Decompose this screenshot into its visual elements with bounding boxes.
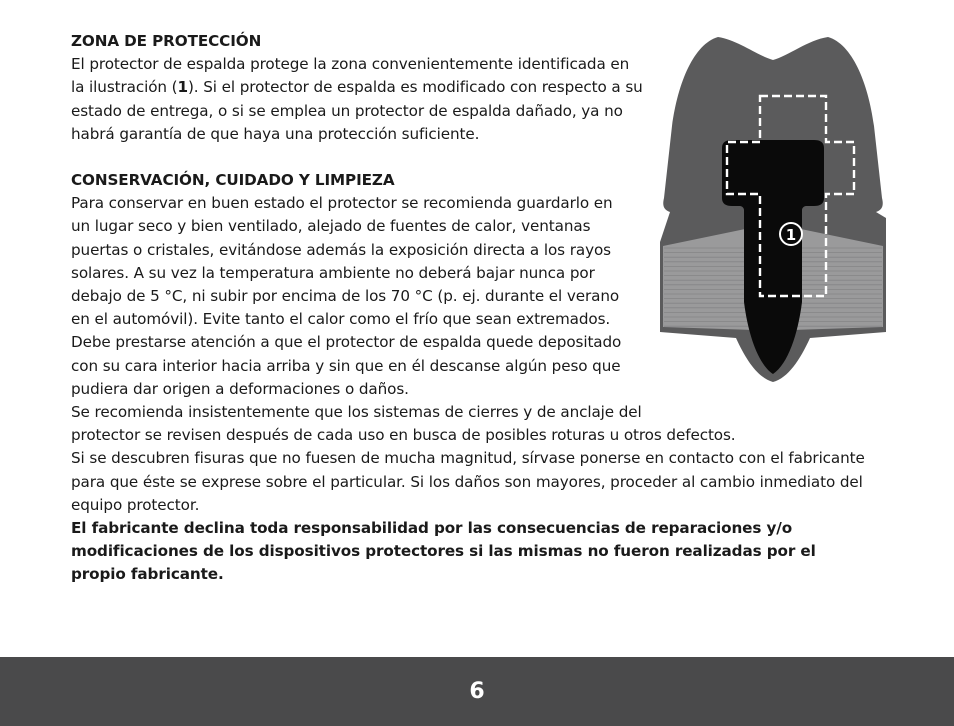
care-heading: CONSERVACIÓN, CUIDADO Y LIMPIEZA xyxy=(71,171,395,190)
protector-right-belt xyxy=(792,228,883,330)
disclaimer xyxy=(71,517,891,587)
disclaimer-line: modificaciones de los dispositivos protectores si las mismas no fueron realizadas por el xyxy=(71,542,816,561)
text-line: pudiera dar origen a deformaciones o daños. xyxy=(71,379,409,398)
text-line: El protector de espalda protege la zona convenientemente identificada en xyxy=(71,55,630,74)
text-line: solares. A su vez la temperatura ambiente no deberá bajar nunca por xyxy=(71,263,595,282)
text-line: debajo de 5 °C, ni subir por encima de los 70 °C (p. ej. durante el verano xyxy=(71,287,620,306)
text-line: para que éste se exprese sobre el particular. Si los daños son mayores, proceder al cambio inmediato del xyxy=(71,472,863,491)
text-line: habrá garantía de que haya una protección suficiente. xyxy=(71,124,480,143)
text-line: Si se descubren fisuras que no fuesen de mucha magnitud, sírvase ponerse en contacto con el fabricante xyxy=(71,449,865,468)
page-footer xyxy=(0,657,954,726)
text-line: Debe prestarse atención a que el protector de espalda quede depositado xyxy=(71,333,622,352)
text-line: Para conservar en buen estado el protector se recomienda guardarlo en xyxy=(71,194,613,213)
text-line xyxy=(71,76,655,99)
text-line: equipo protector. xyxy=(71,495,200,514)
back-protector-illustration xyxy=(660,34,886,384)
text-line: puertas o cristales, evitándose además la exposición directa a los rayos xyxy=(71,240,611,259)
zone-number-label: 1 xyxy=(785,226,797,244)
text-line: Se recomienda insistentemente que los sistemas de cierres y de anclaje del xyxy=(71,403,642,422)
text-line: en el automóvil). Evite tanto el calor como el frío que sean extremados. xyxy=(71,310,611,329)
text-line: con su cara interior hacia arriba y sin que en él descanse algún peso que xyxy=(71,356,621,375)
text-fragment: la ilustración ( xyxy=(71,78,178,97)
disclaimer-line: propio fabricante. xyxy=(71,565,224,584)
text-line: protector se revisen después de cada uso en busca de posibles roturas u otros defectos. xyxy=(71,426,736,445)
back-protector-svg xyxy=(660,34,886,384)
text-line: un lugar seco y bien ventilado, alejado de fuentes de calor, ventanas xyxy=(71,217,591,236)
disclaimer-line: El fabricante declina toda responsabilidad por las consecuencias de reparaciones y/o xyxy=(71,519,793,538)
protection-zone-heading: ZONA DE PROTECCIÓN xyxy=(71,32,262,50)
text-fragment: ). Si el protector de espalda es modificado con respecto a su xyxy=(187,78,643,97)
page-number: 6 xyxy=(469,679,485,704)
protector-left-belt xyxy=(663,228,754,330)
figure-reference: 1 xyxy=(177,78,188,97)
text-line: estado de entrega, o si se emplea un protector de espalda dañado, ya no xyxy=(71,101,623,120)
protection-zone-text xyxy=(71,53,655,146)
